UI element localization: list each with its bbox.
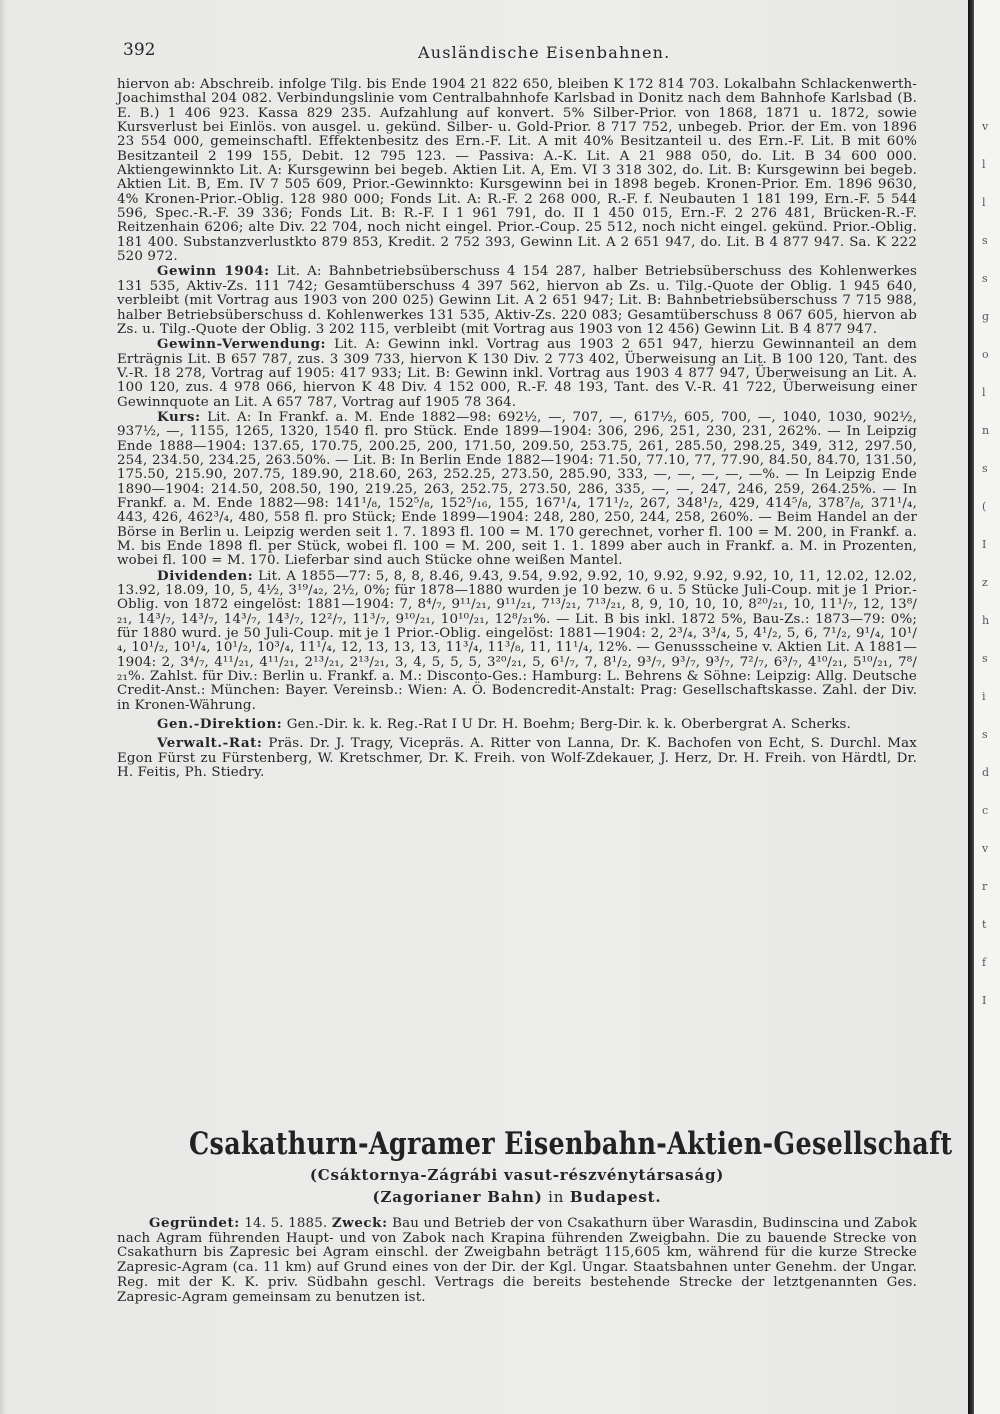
company-text [117, 1216, 917, 1305]
facing-page-letter: i [982, 690, 986, 703]
facing-page-letter: I [982, 538, 987, 551]
facing-page-letter: s [982, 728, 988, 741]
company-title: Csakathurn-Agramer Eisenbahn-Aktien-Gesellschaft [189, 1126, 953, 1162]
paragraph-dividenden [117, 569, 917, 713]
facing-page-letter: r [982, 880, 988, 893]
facing-page-letter: z [982, 576, 988, 589]
paragraph-balance [117, 78, 917, 264]
company-subtitle-hungarian: (Csáktornya-Zágrábi vasut-részvénytársaság) [309, 1166, 725, 1184]
running-head: Ausländische Eisenbahnen. [418, 43, 671, 62]
company-subtitle-location [117, 1188, 917, 1206]
company-alt-name: (Zagorianer Bahn) [372, 1188, 543, 1206]
company-in: in [542, 1188, 570, 1206]
paragraph-label: Gen.-Direktion: [157, 716, 283, 733]
paragraph-label: Gewinn 1904: [157, 263, 270, 280]
company-heading [117, 1126, 953, 1206]
paragraph-label: Kurs: [157, 408, 201, 425]
page-number: 392 [123, 40, 156, 60]
paragraph-text: Lit. A: Bahnbetriebsüberschuss 4 154 287, halber Betriebsüberschuss des Kohlenwerkes 131 535, Aktiv-Zs. 111 742; Gesamtüberschuss 4 397 562, hiervon ab Zs. u. Tilg.-Quote der Oblig. 1 945 640, verbleibt (mit Vortrag aus 1903 von 200 025) Gewinn Lit. A 2 651 947; Lit. B: Bahnbetriebsüberschuss 7 715 988, halber Betriebsüberschuss d. Kohlenwerkes 131 535, Aktiv-Zs. 220 083; Gesamtüberschuss 8 067 605, hiervon ab Zs. u. Tilg.-Quote der Oblig. 3 202 115, verbleibt (mit Vortrag aus 1903 von 12 456) Gewinn Lit. B 4 877 947. [117, 264, 918, 337]
facing-page-letter: s [982, 652, 988, 665]
company-paragraph [117, 1216, 917, 1305]
facing-page-letter: d [982, 766, 990, 779]
facing-page-edge [974, 0, 1000, 1414]
facing-page-letter: s [982, 272, 988, 285]
paragraph-gewinn [117, 264, 917, 337]
paragraph-label: Gewinn-Verwendung: [157, 336, 327, 353]
paragraph-text: Lit. A 1855—77: 5, 8, 8, 8.46, 9.43, 9.54, 9.92, 9.92, 10, 9.92, 9.92, 9.92, 10, 11, 12.02, 12.02, 13.92, 18.09, 10, 5, 4½, 3¹⁹/₄₂, 2½, 0%; für 1878—1880 wurden je 10 bezw. 6 u. 5 Stücke Juli-Coup. mit je 1 Prior.-Oblig. von 1872 eingelöst: 1881—1904: 7, 8⁴/₇, 9¹¹/₂₁, 9¹¹/₂₁, 7¹³/₂₁, 7¹³/₂₁, 8, 9, 10, 10, 10, 8²⁰/₂₁, 10, 11¹/₇, 12, 13⁸/₂₁, 14³/₇, 14³/₇, 14³/₇, 14³/₇, 12²/₇, 11³/₇, 9¹⁰/₂₁, 10¹⁰/₂₁, 12⁸/₂₁%. — Lit. B bis inkl. 1872 5%, Bau-Zs.: 1873—79: 0%; für 1880 wurd. je 50 Juli-Coup. mit je 1 Prior.-Oblig. eingelöst: 1881—1904: 2, 2³/₄, 3³/₄, 5, 4¹/₂, 5, 6, 7¹/₂, 9¹/₄, 10¹/₄, 10¹/₂, 10¹/₄, 10¹/₂, 10³/₄, 11¹/₄, 12, 13, 13, 13, 11³/₄, 11³/₈, 11, 11¹/₄, 12%. — Genussscheine v. Aktien Lit. A 1881—1904: 2, 3⁴/₇, 4¹¹/₂₁, 4¹¹/₂₁, 2¹³/₂₁, 2¹³/₂₁, 3, 4, 5, 5, 5, 3²⁰/₂₁, 5, 6¹/₇, 7, 8¹/₂, 9³/₇, 9³/₇, 9³/₇, 7²/₇, 6³/₇, 4¹⁰/₂₁, 5¹⁰/₂₁, 7⁸/₂₁%. Zahlst. für Div.: Berlin u. Frankf. a. M.: Disconto-Ges.: Hamburg: L. Behrens & Söhne: Leipzig: Allg. Deutsche Credit-Anst.: München: Bayer. Vereinsb.: Wien: A. Ö. Bodencredit-Anstalt: Prag: Gesellschaftskasse. Zahl. der Div. in Kronen-Währung. [117, 568, 917, 713]
facing-page-letter: v [982, 120, 989, 133]
paragraph-text: Gen.-Dir. k. k. Reg.-Rat I U Dr. H. Boehm; Berg-Dir. k. k. Oberbergrat A. Scherks. [282, 717, 851, 733]
facing-page-letter: c [982, 804, 989, 817]
facing-page-letter: s [982, 462, 988, 475]
page-header [123, 40, 923, 70]
zweck-text: Bau und Betrieb der von Csakathurn über Warasdin, Budinscina und Zabok nach Agram führenden Haupt- und von Zabok nach Krapina führenden Zweigbahn. Die zu bauende Strecke von Csakathurn bis Zapresic bei Agram einschl. der Zweigbahn beträgt 115,605 km, während für die kurze Strecke Zapresic-Agram (ca. 11 km) auf Grund eines von der Dir. der Kgl. Ungar. Staatsbahnen unter Genehm. der Ungar. Reg. mit der K. K. priv. Südbahn geschl. Vertrags die bereits bestehende Strecke der letztgenannten Ges. Zapresic-Agram gemeinsam zu benutzen ist. [117, 1216, 917, 1305]
page-edge-shadow [0, 0, 6, 1414]
paragraph-label: Verwalt.-Rat: [157, 735, 263, 752]
zweck-label: Zweck: [331, 1215, 388, 1231]
gegruendet-value: 14. 5. 1885. [239, 1216, 332, 1231]
facing-page-letter: s [982, 234, 988, 247]
paragraph-text: Lit. A: Gewinn inkl. Vortrag aus 1903 2 651 947, hierzu Gewinnanteil an dem Erträgnis Lit. B 657 787, zus. 3 309 733, hiervon K 130 Div. 2 773 402, Überweisung an Lit. B 100 120, Tant. des V.-R. 18 278, Vortrag auf 1905: 417 933; Lit. B: Gewinn inkl. Vortrag aus 1903 4 877 947, Überweisung an Lit. A. 100 120, zus. 4 978 066, hiervon K 48 Div. 4 152 000, R.-F. 48 193, Tant. des V.-R. 41 722, Überweisung einer Gewinnquote an Lit. A 657 787, Vortrag auf 1905 78 364. [117, 337, 917, 410]
facing-page-letter: f [982, 956, 987, 969]
main-text [117, 78, 917, 781]
facing-page-letter: l [982, 196, 986, 209]
facing-page-letter: ( [982, 500, 987, 513]
paragraph-text: Präs. Dr. J. Tragy, Vicepräs. A. Ritter von Lanna, Dr. K. Bachofen von Echt, S. Durchl. Max Egon Fürst zu Fürstenberg, W. Kretschmer, Dr. K. Freih. von Wolf-Zdekauer, J. Herz, Dr. H. Freih. von Härdtl, Dr. H. Feitis, Ph. Stiedry. [117, 736, 917, 781]
paragraph-text: hiervon ab: Abschreib. infolge Tilg. bis Ende 1904 21 822 650, bleiben K 172 814 703. Lokalbahn Schlackenwerth-Joachimsthal 204 082. Verbindungslinie vom Centralbahnhofe Karlsbad in Donitz nach dem Bahnhofe Karlsbad (B. E. B.) 1 406 923. Kassa 829 235. Aufzahlung auf konvert. 5% Silber-Prior. von 1868, 1871 u. 1872, sowie Kursverlust bei Einlös. von ausgel. u. gekünd. Silber- u. Gold-Prior. 8 717 752, unbegeb. Prior. der Em. von 1896 23 554 000, gemeinschaftl. Effektenbesitz des Ern.-F. Lit. A mit 40% Besitzanteil u. des Ern.-F. Lit. B mit 60% Besitzanteil 2 199 155, Debit. 12 795 123. — Passiva: A.-K. Lit. A 21 988 050, do. Lit. B 34 600 000. Aktiengewinnkto Lit. A: Kursgewinn bei begeb. Aktien Lit. A, Em. VI 3 318 302, do. Lit. B: Kursgewinn bei begeb. Aktien Lit. B, Em. IV 7 505 609, Prior.-Gewinnkto: Kursgewinn bei in 1898 begeb. Kronen-Prior. Em. 1896 9630, 4% Kronen-Prior.-Oblig. 128 980 000; Fonds Lit. A: R.-F. 2 268 000, R.-F. f. Neubauten 1 181 199, Ern.-F. 5 544 596, Spec.-R.-F. 39 336; Fonds Lit. B: R.-F. I 1 961 791, do. II 1 450 015, Ern.-F. 2 276 481, Brücken-R.-F. Reitzenhain 6206; alte Div. 22 704, noch nicht eingel. Prior.-Coup. 25 512, noch nicht eingel. gekünd. Prior.-Oblig. 181 400. Substanzverlustkto 879 853, Kredit. 2 752 393, Gewinn Lit. A 2 651 947, do. Lit. B 4 877 947. Sa. K 222 520 972. [117, 77, 917, 265]
facing-page-letter: l [982, 386, 986, 399]
facing-page-letter: n [982, 424, 990, 437]
facing-page-letter: t [982, 918, 987, 931]
company-city: Budapest. [569, 1188, 662, 1206]
facing-page-letter: o [982, 348, 989, 361]
facing-page-letter: g [982, 310, 990, 323]
paragraph-verwalt-rat [117, 736, 917, 780]
facing-page-letter: I [982, 994, 987, 1007]
facing-page-letter: h [982, 614, 990, 627]
paragraph-label: Dividenden: [157, 567, 254, 584]
gegruendet-label: Gegründet: [149, 1215, 240, 1231]
paragraph-gewinn-verwendung [117, 337, 917, 410]
facing-page-letter: v [982, 842, 989, 855]
paragraph-kurs [117, 410, 917, 569]
paragraph-text: Lit. A: In Frankf. a. M. Ende 1882—98: 692½, —, 707, —, 617½, 605, 700, —, 1040, 1030, 902½, 937½, —, 1155, 1265, 1320, 1540 fl. pro Stück. Ende 1899—1904: 306, 296, 251, 230, 231, 262%. — In Leipzig Ende 1888—1904: 137.65, 170.75, 200.25, 200, 171.50, 209.50, 253.75, 261, 285.50, 298.25, 349, 312, 297.50, 254, 234.50, 234.25, 263.50%. — Lit. B: In Berlin Ende 1882—1904: 71.50, 77.10, 77, 77.90, 84.50, 84.70, 131.50, 175.50, 215.90, 207.75, 189.90, 218.60, 263, 252.25, 273.50, 285.90, 333, —, —, —, —, —%. — In Leipzig Ende 1890—1904: 214.50, 208.50, 190, 219.25, 263, 252.75, 273.50, 286, 335, —, —, 247, 246, 259, 264.25%. — In Frankf. a. M. Ende 1882—98: 141¹/₈, 152⁵/₈, 152⁵/₁₆, 155, 167¹/₄, 171¹/₂, 267, 348¹/₂, 429, 414⁵/₈, 378⁷/₈, 371¹/₄, 443, 426, 462³/₄, 480, 558 fl. pro Stück; Ende 1899—1904: 248, 280, 250, 244, 258, 260%. — Beim Handel an der Börse in Berlin u. Leipzig werden seit 1. 7. 1893 fl. 100 = M. 170 gerechnet, vorher fl. 100 = M. 200, in Frankf. a. M. bis Ende 1898 fl. per Stück, wobei fl. 100 = M. 200, seit 1. 1. 1899 aber auch in Frankf. a. M. in Prozenten, wobei fl. 100 = M. 170. Lieferbar sind auch Stücke ohne weißen Mantel. [117, 409, 917, 569]
facing-page-letter: l [982, 158, 986, 171]
paragraph-gen-direktion [117, 717, 917, 732]
